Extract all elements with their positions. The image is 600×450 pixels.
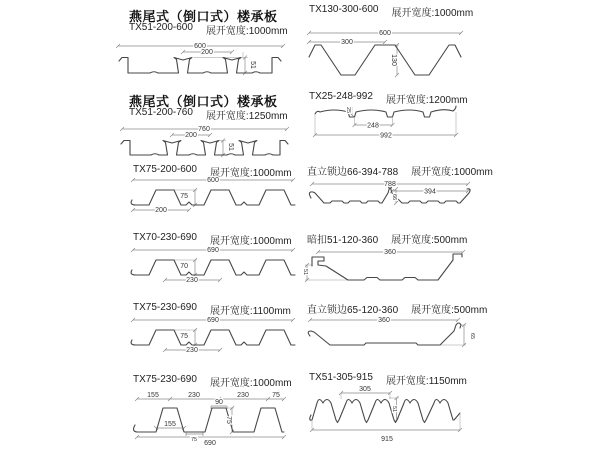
unfold-width-label: 展开宽度:1250mm <box>205 111 288 122</box>
unfold-width-label: 展开宽度:1000mm <box>411 167 493 178</box>
dim-label-seg3: 230 <box>237 392 249 399</box>
profile-code: TX51-200-760 <box>129 107 193 118</box>
dim-label-height: 66 <box>391 193 397 201</box>
dim-label-seg1: 155 <box>147 392 159 399</box>
dim-label-pitch: 230 <box>186 277 198 284</box>
profile-diagram-tx75-200-600 <box>125 172 297 217</box>
dim-label-crest-top: 90 <box>215 399 223 406</box>
profile-code: TX75-230-690 <box>133 302 197 313</box>
dim-label-pitch: 394 <box>424 188 436 196</box>
dim-label-height: 51 <box>249 61 256 69</box>
series-heading: 燕尾式（倒口式）楼承板 <box>129 94 278 109</box>
unfold-width-label: 展开宽度:1000mm <box>391 8 474 19</box>
dim-label-crest-bottom: 155 <box>164 421 176 428</box>
dim-label-pitch: 200 <box>155 207 167 214</box>
dim-label-pitch: 305 <box>359 386 371 393</box>
profile-diagram-tx75-230-690-1100 <box>125 312 297 357</box>
dim-label-pitch: 248 <box>367 122 379 130</box>
profile-diagram-tx70-230-690 <box>125 242 297 287</box>
unfold-width-label: 展开宽度:1000mm <box>205 26 288 37</box>
dim-label-height: 130 <box>390 54 397 66</box>
dim-label-seg2: 230 <box>188 392 200 399</box>
unfold-width-label: 展开宽度:500mm <box>391 235 468 246</box>
dim-label-overall: 915 <box>381 436 393 443</box>
dim-label-height: 75 <box>180 193 188 200</box>
dim-label-height: 25 <box>345 106 351 114</box>
dim-label-overall: 600 <box>379 30 391 37</box>
dim-label-overall: 690 <box>204 440 216 447</box>
profile-diagram-tx51-305-915 <box>303 385 471 447</box>
profile-code: 直立锁边65-120-360 <box>307 305 399 316</box>
profile-code: 暗扣51-120-360 <box>307 235 379 246</box>
dim-label-overall: 690 <box>207 247 219 254</box>
dim-label-height: 75 <box>225 416 232 424</box>
dim-label-pitch: 200 <box>201 49 213 56</box>
dim-label-height: 75 <box>180 333 188 340</box>
dim-label-seg4: 75 <box>272 392 280 399</box>
unfold-width-label: 展开宽度:1200mm <box>385 95 468 106</box>
profile-diagram-tx130-300-600 <box>303 26 468 84</box>
dim-label-overall: 760 <box>198 126 210 133</box>
dim-label-pitch: 230 <box>186 347 198 354</box>
dim-label-overall: 992 <box>380 132 392 140</box>
dim-label-valley: 75 <box>190 437 198 443</box>
profile-code: 直立锁边66-394-788 <box>307 167 399 178</box>
unfold-width-label: 展开宽度:1100mm <box>209 306 291 317</box>
dim-label-height: 70 <box>180 263 188 270</box>
profile-code: TX51-200-600 <box>129 22 193 33</box>
unfold-width-label: 展开宽度:1150mm <box>385 376 467 387</box>
unfold-width-label: 展开宽度:1000mm <box>209 378 292 389</box>
profile-code: TX70-230-690 <box>133 232 197 243</box>
dim-label-height: 51 <box>227 143 234 151</box>
profile-diagram-concealed-clip-51-120-360 <box>300 244 478 292</box>
profile-diagram-tx51-200-760 <box>115 121 305 166</box>
profile-code: TX130-300-600 <box>309 4 379 15</box>
unfold-width-label: 展开宽度:1000mm <box>209 236 292 247</box>
profile-diagram-tx75-230-690-1000 <box>110 385 305 447</box>
profile-diagram-standing-seam-66-394-788 <box>300 178 480 218</box>
dim-label-height: 65 <box>469 332 475 340</box>
dim-label-height: 51 <box>302 268 308 276</box>
profile-code: TX75-230-690 <box>133 374 197 385</box>
unfold-width-label: 展开宽度:1000mm <box>209 168 292 179</box>
unfold-width-label: 展开宽度:500mm <box>411 305 488 316</box>
profile-code-line <box>129 22 288 37</box>
dim-label-overall: 600 <box>194 43 206 50</box>
dim-label-overall: 600 <box>207 177 219 184</box>
profile-code-line <box>307 163 493 178</box>
dim-label-pitch: 200 <box>185 132 197 139</box>
dim-label-pitch: 300 <box>341 39 353 46</box>
profile-code-line <box>309 4 473 19</box>
dim-label-overall: 360 <box>384 249 396 256</box>
series-heading: 燕尾式（倒口式）楼承板 <box>129 9 278 24</box>
profile-diagram-tx25-248-992 <box>302 104 472 146</box>
dim-label-overall: 690 <box>207 317 219 324</box>
profile-code: TX75-200-600 <box>133 164 197 175</box>
profile-diagram-standing-seam-65-120-360 <box>300 312 478 356</box>
dim-label-height: 51 <box>391 405 397 413</box>
profile-diagram-tx51-200-600 <box>115 38 300 86</box>
dim-label-overall: 788 <box>384 181 396 188</box>
profile-code: TX25-248-992 <box>309 91 373 102</box>
dim-label-overall: 360 <box>378 317 390 324</box>
profile-code: TX51-305-915 <box>309 372 373 383</box>
profile-code-line <box>129 107 288 122</box>
